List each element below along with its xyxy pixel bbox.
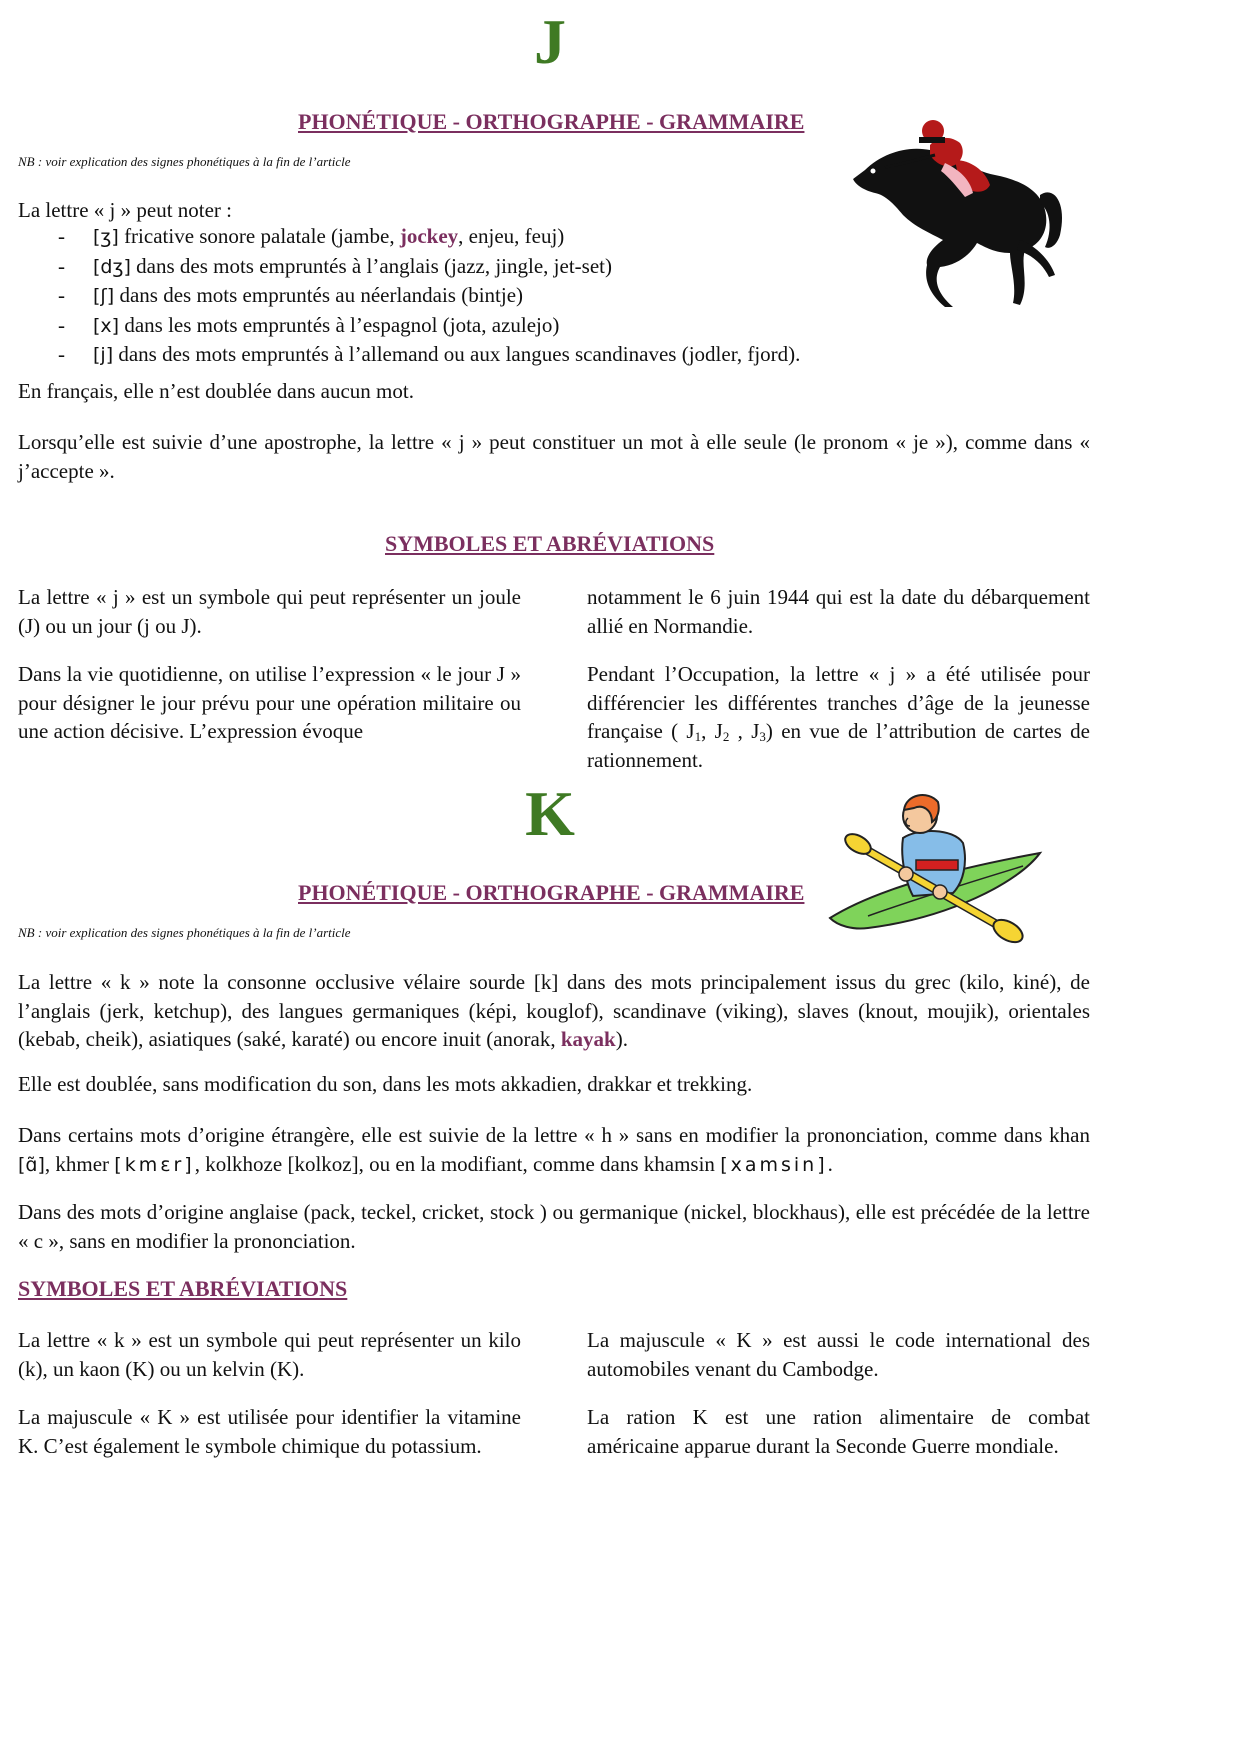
k-col1-p2: La majuscule « K » est utilisée pour identifier la vitamine K. C’est également le symbole chimique du potassium. — [18, 1405, 521, 1458]
k-paragraph-2: Elle est doublée, sans modification du son, dans les mots akkadien, drakkar et trekking. — [18, 1072, 753, 1096]
highlight-kayak: kayak — [560, 1027, 616, 1051]
k-phonetics-heading: PHONÉTIQUE - ORTHOGRAPHE - GRAMMAIRE — [298, 880, 805, 905]
list-item: - [ʃ] dans des mots empruntés au néerlandais (bintje) — [18, 281, 918, 311]
list-item: - [dʒ] dans des mots empruntés à l’anglais (jazz, jingle, jet-set) — [18, 252, 918, 282]
k-paragraph-3: Dans certains mots d’origine étrangère, elle est suivie de la lettre « h » sans en modifier la prononciation, comme dans khan [ɑ̃], khmer [kmɛr], kolkhoze [kolkoz], ou en la modifiant, comme dans khamsin [xamsin]. — [18, 1123, 1090, 1176]
highlight-jockey: jockey — [399, 224, 459, 248]
k-paragraph-1: La lettre « k » note la consonne occlusive vélaire sourde [k] dans des mots principalement issus du grec (kilo, kiné), de l’anglais (jerk, ketchup), des langues germaniques (képi, kouglof), scandinave (viking), slaves (knout, moujik), orientales (kebab, cheik), asiatiques (saké, karaté) ou encore inuit (anorak, kayak). — [18, 970, 1090, 1051]
j-phonetics-heading: PHONÉTIQUE - ORTHOGRAPHE - GRAMMAIRE — [298, 109, 805, 134]
j-nb-note: NB : voir explication des signes phonétiques à la fin de l’article — [18, 154, 351, 169]
kayaker-illustration — [828, 788, 1048, 953]
j-phonetic-list — [18, 222, 918, 370]
k-paragraph-4: Dans des mots d’origine anglaise (pack, teckel, cricket, stock ) ou germanique (nickel, blockhaus), elle est précédée de la lettre « c », sans en modifier la prononciation. — [18, 1200, 1090, 1253]
j-col2-p1: notamment le 6 juin 1944 qui est la date du débarquement allié en Normandie. — [587, 585, 1090, 638]
k-col1-p1: La lettre « k » est un symbole qui peut représenter un kilo (k), un kaon (K) ou un kelvin (K). — [18, 1328, 521, 1381]
list-item: - [x] dans les mots empruntés à l’espagnol (jota, azulejo) — [18, 311, 918, 341]
k-col2-p2: La ration K est une ration alimentaire de combat américaine apparue durant la Seconde Guerre mondiale. — [587, 1405, 1090, 1458]
letter-j: J — [534, 6, 566, 77]
j-col1-p2: Dans la vie quotidienne, on utilise l’expression « le jour J » pour désigner le jour prévu pour une opération militaire ou une action décisive. L’expression évoque — [18, 662, 521, 743]
j-paragraph-double: En français, elle n’est doublée dans aucun mot. — [18, 379, 414, 403]
letter-k: K — [525, 778, 575, 849]
k-nb-note: NB : voir explication des signes phonétiques à la fin de l’article — [18, 925, 351, 940]
list-item: - [j] dans des mots empruntés à l’allemand ou aux langues scandinaves (jodler, fjord). — [18, 340, 918, 370]
list-item: - [ʒ] fricative sonore palatale (jambe, jockey, enjeu, feuj) — [18, 222, 918, 252]
j-intro: La lettre « j » peut noter : — [18, 198, 233, 222]
j-col1-p1: La lettre « j » est un symbole qui peut représenter un joule (J) ou un jour (j ou J). — [18, 585, 521, 638]
k-col2-p1: La majuscule « K » est aussi le code international des automobiles venant du Cambodge. — [587, 1328, 1090, 1381]
j-col2-p2: Pendant l’Occupation, la lettre « j » a été utilisée pour différencier les différentes tranches d’âge de la jeunesse française ( $J_1$, $J_2$ , $J_3$) en vue de l’attribution de cartes de rationnement. — [587, 662, 1090, 772]
j-paragraph-apostrophe: Lorsqu’elle est suivie d’une apostrophe, la lettre « j » peut constituer un mot à elle seule (le pronom « je »), comme dans « j’accepte ». — [18, 430, 1090, 483]
k-symbols-heading: SYMBOLES ET ABRÉVIATIONS — [18, 1276, 348, 1301]
j-symbols-heading: SYMBOLES ET ABRÉVIATIONS — [385, 531, 715, 556]
